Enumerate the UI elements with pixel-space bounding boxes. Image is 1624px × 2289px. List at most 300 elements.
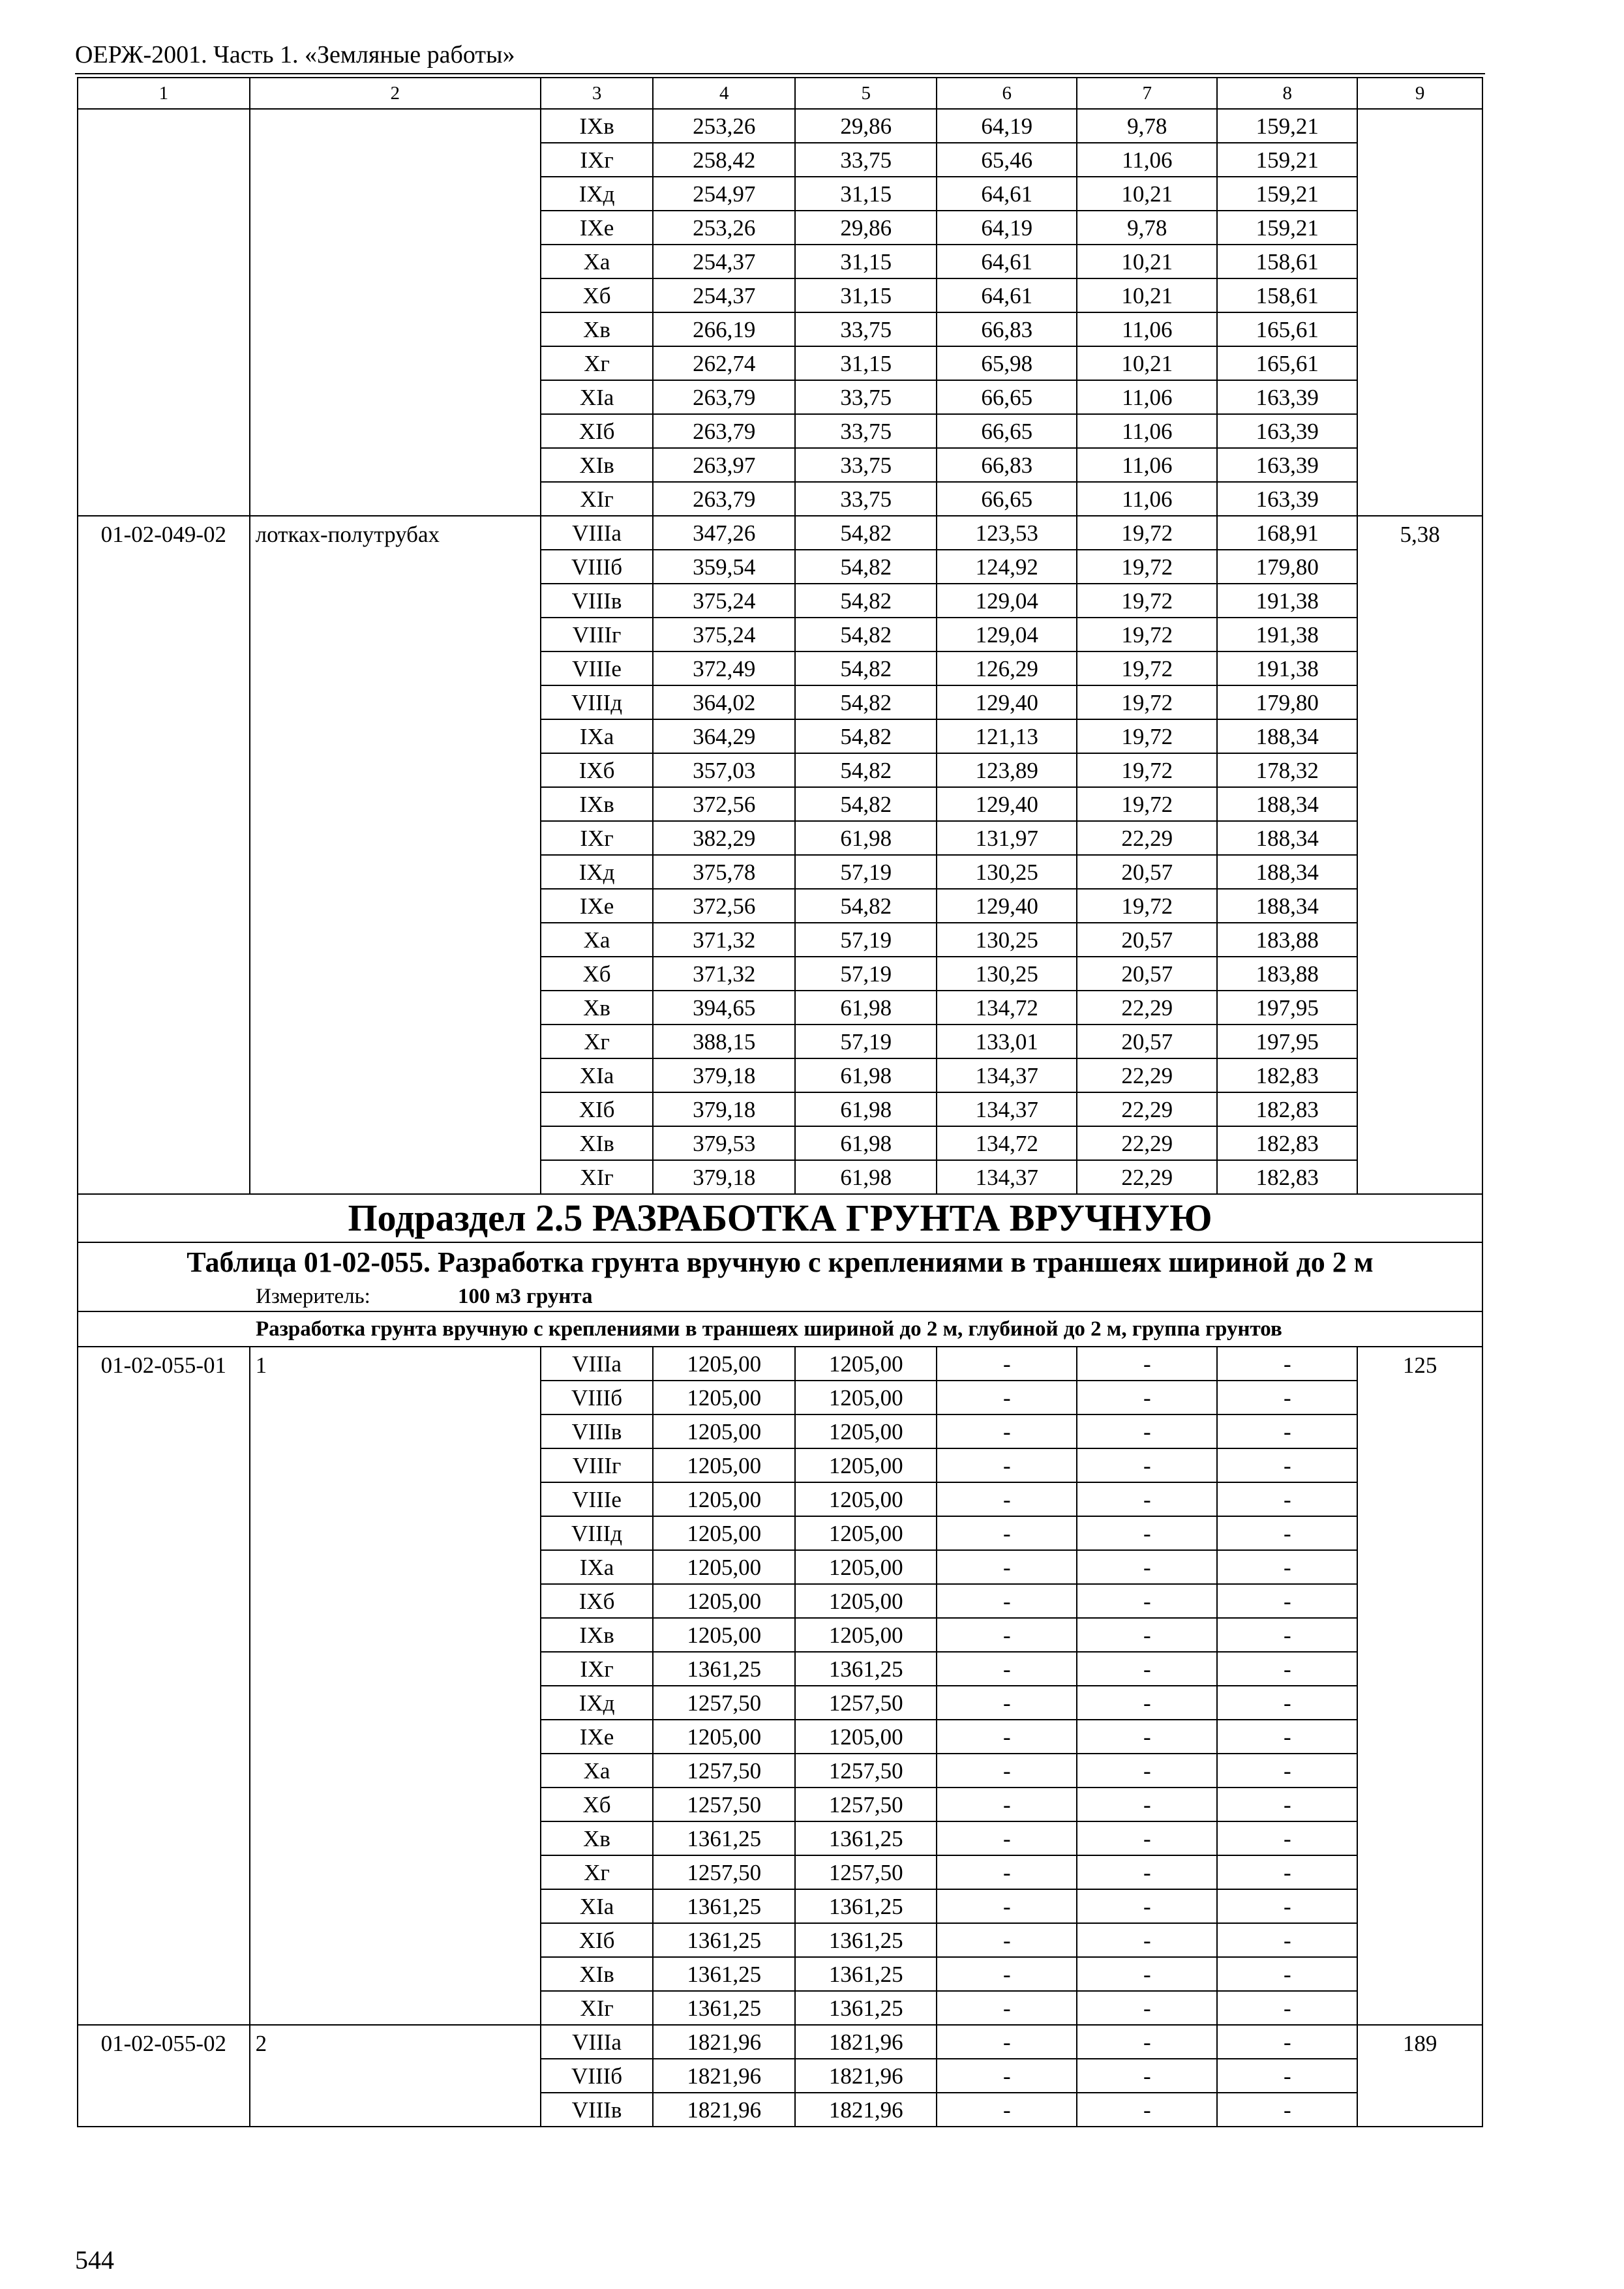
value-cell: 263,97	[653, 448, 795, 482]
value-cell: 1821,96	[795, 2059, 937, 2093]
value-cell: 19,72	[1077, 719, 1217, 753]
value-cell: 1205,00	[653, 1448, 795, 1482]
value-cell: 372,56	[653, 787, 795, 821]
value-cell: 54,82	[795, 753, 937, 787]
value-cell: 183,88	[1217, 957, 1357, 991]
value-cell: 134,37	[937, 1058, 1077, 1092]
value-cell: 134,37	[937, 1092, 1077, 1126]
zone-cell: XIб	[541, 1092, 653, 1126]
rate-code	[78, 109, 250, 516]
value-cell: 266,19	[653, 312, 795, 346]
value-cell: 20,57	[1077, 1025, 1217, 1058]
value-cell: 65,46	[937, 143, 1077, 177]
zone-cell: IXд	[541, 177, 653, 211]
value-cell: -	[937, 1889, 1077, 1923]
table-row	[78, 2025, 1482, 2059]
value-cell: -	[1217, 1550, 1357, 1584]
zone-cell: Xа	[541, 1754, 653, 1788]
value-cell: -	[937, 1584, 1077, 1618]
value-cell: 64,61	[937, 177, 1077, 211]
value-cell: -	[1077, 2059, 1217, 2093]
value-cell: 19,72	[1077, 787, 1217, 821]
value-cell: 133,01	[937, 1025, 1077, 1058]
value-cell: -	[1217, 1347, 1357, 1381]
header-rule	[75, 73, 1485, 74]
value-cell: 382,29	[653, 821, 795, 855]
value-cell: 126,29	[937, 651, 1077, 685]
value-cell: 1361,25	[795, 1923, 937, 1957]
zone-cell: VIIIг	[541, 1448, 653, 1482]
value-cell: 163,39	[1217, 482, 1357, 516]
value-cell: 57,19	[795, 923, 937, 957]
value-cell: 1361,25	[795, 1889, 937, 1923]
value-cell: 22,29	[1077, 1092, 1217, 1126]
value-cell: 197,95	[1217, 1025, 1357, 1058]
value-cell: 57,19	[795, 1025, 937, 1058]
value-cell: 371,32	[653, 957, 795, 991]
zone-cell: IXг	[541, 143, 653, 177]
value-cell: 364,02	[653, 685, 795, 719]
value-cell: 1205,00	[653, 1414, 795, 1448]
value-cell: 19,72	[1077, 753, 1217, 787]
value-cell: 1205,00	[795, 1584, 937, 1618]
value-cell: -	[1077, 1923, 1217, 1957]
zone-cell: VIIIа	[541, 1347, 653, 1381]
measure-value: 100 м3 грунта	[458, 1284, 593, 1308]
value-cell: -	[1077, 1821, 1217, 1855]
rate-code: 01-02-055-02	[78, 2025, 250, 2127]
zone-cell: XIв	[541, 1957, 653, 1991]
value-cell: 129,04	[937, 618, 1077, 651]
value-cell: 375,78	[653, 855, 795, 889]
value-cell: 1361,25	[795, 1957, 937, 1991]
zone-cell: VIIIа	[541, 516, 653, 550]
value-cell: 22,29	[1077, 991, 1217, 1025]
value-cell: -	[1077, 1889, 1217, 1923]
value-cell: 1205,00	[653, 1516, 795, 1550]
value-cell: -	[1217, 1855, 1357, 1889]
value-cell: 1821,96	[795, 2093, 937, 2127]
value-cell: 9,78	[1077, 211, 1217, 245]
value-cell: -	[1077, 1686, 1217, 1720]
value-cell: 33,75	[795, 414, 937, 448]
value-cell: 1821,96	[795, 2025, 937, 2059]
zone-cell: Xа	[541, 923, 653, 957]
value-cell: -	[1077, 1991, 1217, 2025]
value-cell: 19,72	[1077, 618, 1217, 651]
value-cell: 1257,50	[653, 1754, 795, 1788]
value-cell: 20,57	[1077, 957, 1217, 991]
value-cell: 165,61	[1217, 346, 1357, 380]
labor-norm: 189	[1357, 2025, 1482, 2127]
value-cell: 379,18	[653, 1092, 795, 1126]
rate-code: 01-02-055-01	[78, 1347, 250, 2025]
value-cell: 182,83	[1217, 1092, 1357, 1126]
value-cell: 29,86	[795, 109, 937, 143]
value-cell: 188,34	[1217, 787, 1357, 821]
rate-code: 01-02-049-02	[78, 516, 250, 1194]
value-cell: 182,83	[1217, 1126, 1357, 1160]
value-cell: -	[937, 2059, 1077, 2093]
value-cell: 1821,96	[653, 2093, 795, 2127]
value-cell: 1257,50	[795, 1855, 937, 1889]
value-cell: -	[937, 1347, 1077, 1381]
value-cell: 1205,00	[795, 1448, 937, 1482]
value-cell: 61,98	[795, 1160, 937, 1194]
labor-norm: 125	[1357, 1347, 1482, 2025]
value-cell: 1257,50	[653, 1686, 795, 1720]
value-cell: 1205,00	[795, 1720, 937, 1754]
value-cell: 54,82	[795, 550, 937, 584]
zone-cell: Xб	[541, 1788, 653, 1821]
value-cell: 19,72	[1077, 550, 1217, 584]
zone-cell: IXа	[541, 719, 653, 753]
zone-cell: Xв	[541, 1821, 653, 1855]
value-cell: 158,61	[1217, 278, 1357, 312]
value-cell: -	[937, 1448, 1077, 1482]
value-cell: 31,15	[795, 177, 937, 211]
value-cell: 1361,25	[653, 1652, 795, 1686]
value-cell: -	[1217, 1482, 1357, 1516]
value-cell: 130,25	[937, 923, 1077, 957]
value-cell: 33,75	[795, 482, 937, 516]
value-cell: -	[1217, 1991, 1357, 2025]
measure-label: Измеритель:	[256, 1284, 370, 1308]
value-cell: -	[1217, 2059, 1357, 2093]
value-cell: -	[1077, 1584, 1217, 1618]
zone-cell: XIб	[541, 414, 653, 448]
value-cell: 134,72	[937, 1126, 1077, 1160]
value-cell: 61,98	[795, 1092, 937, 1126]
value-cell: -	[937, 1957, 1077, 1991]
value-cell: 1205,00	[795, 1550, 937, 1584]
zone-cell: Xв	[541, 991, 653, 1025]
value-cell: 10,21	[1077, 245, 1217, 278]
value-cell: 11,06	[1077, 414, 1217, 448]
value-cell: 159,21	[1217, 211, 1357, 245]
value-cell: -	[1217, 1923, 1357, 1957]
zone-cell: XIг	[541, 1991, 653, 2025]
zone-cell: IXб	[541, 1584, 653, 1618]
value-cell: 253,26	[653, 211, 795, 245]
value-cell: 188,34	[1217, 889, 1357, 923]
value-cell: 371,32	[653, 923, 795, 957]
labor-norm	[1357, 109, 1482, 516]
value-cell: -	[937, 1855, 1077, 1889]
value-cell: -	[937, 1414, 1077, 1448]
value-cell: 10,21	[1077, 278, 1217, 312]
value-cell: -	[937, 2093, 1077, 2127]
value-cell: 262,74	[653, 346, 795, 380]
value-cell: -	[1217, 1448, 1357, 1482]
value-cell: 129,40	[937, 787, 1077, 821]
value-cell: 254,37	[653, 278, 795, 312]
rate-name	[250, 109, 541, 516]
labor-norm: 5,38	[1357, 516, 1482, 1194]
value-cell: 64,19	[937, 211, 1077, 245]
value-cell: 66,65	[937, 414, 1077, 448]
value-cell: 375,24	[653, 584, 795, 618]
value-cell: 1257,50	[795, 1686, 937, 1720]
value-cell: -	[1217, 1957, 1357, 1991]
zone-cell: XIв	[541, 448, 653, 482]
value-cell: 19,72	[1077, 651, 1217, 685]
value-cell: 1361,25	[653, 1991, 795, 2025]
value-cell: -	[937, 1991, 1077, 2025]
value-cell: 1205,00	[795, 1414, 937, 1448]
value-cell: 57,19	[795, 855, 937, 889]
value-cell: -	[1077, 1855, 1217, 1889]
zone-cell: Xг	[541, 346, 653, 380]
value-cell: -	[1077, 2093, 1217, 2127]
value-cell: 163,39	[1217, 414, 1357, 448]
value-cell: 1205,00	[795, 1347, 937, 1381]
value-cell: 379,18	[653, 1160, 795, 1194]
value-cell: 163,39	[1217, 380, 1357, 414]
column-number: 9	[1357, 78, 1482, 109]
zone-cell: Xг	[541, 1855, 653, 1889]
value-cell: -	[1217, 1584, 1357, 1618]
zone-cell: IXд	[541, 1686, 653, 1720]
zone-cell: VIIIг	[541, 618, 653, 651]
value-cell: 61,98	[795, 1126, 937, 1160]
value-cell: 22,29	[1077, 1058, 1217, 1092]
value-cell: 379,53	[653, 1126, 795, 1160]
value-cell: 1361,25	[795, 1821, 937, 1855]
value-cell: 20,57	[1077, 855, 1217, 889]
value-cell: 22,29	[1077, 1126, 1217, 1160]
value-cell: -	[1217, 2093, 1357, 2127]
value-cell: 57,19	[795, 957, 937, 991]
value-cell: 22,29	[1077, 1160, 1217, 1194]
value-cell: -	[937, 1550, 1077, 1584]
zone-cell: VIIIв	[541, 1414, 653, 1448]
value-cell: 188,34	[1217, 719, 1357, 753]
zone-cell: VIIIв	[541, 2093, 653, 2127]
rate-name: 1	[250, 1347, 541, 2025]
value-cell: 372,56	[653, 889, 795, 923]
value-cell: -	[1077, 1516, 1217, 1550]
value-cell: 379,18	[653, 1058, 795, 1092]
zone-cell: IXг	[541, 1652, 653, 1686]
zone-cell: Xб	[541, 278, 653, 312]
zone-cell: XIа	[541, 380, 653, 414]
value-cell: 1205,00	[795, 1618, 937, 1652]
value-cell: 1361,25	[795, 1991, 937, 2025]
value-cell: 11,06	[1077, 448, 1217, 482]
value-cell: 29,86	[795, 211, 937, 245]
value-cell: 9,78	[1077, 109, 1217, 143]
value-cell: 64,61	[937, 278, 1077, 312]
value-cell: 1361,25	[795, 1652, 937, 1686]
column-number: 5	[795, 78, 937, 109]
column-number: 6	[937, 78, 1077, 109]
value-cell: 130,25	[937, 957, 1077, 991]
value-cell: 1361,25	[653, 1923, 795, 1957]
value-cell: 11,06	[1077, 143, 1217, 177]
value-cell: -	[1217, 1414, 1357, 1448]
value-cell: 131,97	[937, 821, 1077, 855]
value-cell: 347,26	[653, 516, 795, 550]
value-cell: 129,40	[937, 685, 1077, 719]
value-cell: 54,82	[795, 584, 937, 618]
value-cell: 188,34	[1217, 855, 1357, 889]
zone-cell: IXв	[541, 109, 653, 143]
value-cell: 19,72	[1077, 516, 1217, 550]
table-row	[78, 1347, 1482, 1381]
value-cell: 191,38	[1217, 651, 1357, 685]
table-row	[78, 109, 1482, 143]
page-number: 544	[75, 2245, 114, 2275]
table-title: Таблица 01-02-055. Разработка грунта вручную с креплениями в траншеях шириной до 2 м	[78, 1242, 1482, 1282]
value-cell: 1205,00	[653, 1482, 795, 1516]
section-title: Подраздел 2.5 РАЗРАБОТКА ГРУНТА ВРУЧНУЮ	[78, 1194, 1482, 1242]
value-cell: 165,61	[1217, 312, 1357, 346]
value-cell: -	[1217, 1516, 1357, 1550]
zone-cell: VIIIб	[541, 1381, 653, 1414]
value-cell: 11,06	[1077, 312, 1217, 346]
column-number: 1	[78, 78, 250, 109]
value-cell: 1205,00	[795, 1516, 937, 1550]
value-cell: -	[1217, 1720, 1357, 1754]
value-cell: 188,34	[1217, 821, 1357, 855]
value-cell: -	[1217, 1754, 1357, 1788]
value-cell: 64,61	[937, 245, 1077, 278]
value-cell: 130,25	[937, 855, 1077, 889]
value-cell: 183,88	[1217, 923, 1357, 957]
value-cell: -	[937, 1821, 1077, 1855]
value-cell: -	[1217, 1686, 1357, 1720]
value-cell: 178,32	[1217, 753, 1357, 787]
value-cell: 1205,00	[795, 1482, 937, 1516]
value-cell: -	[1217, 1381, 1357, 1414]
value-cell: -	[1077, 1618, 1217, 1652]
value-cell: 179,80	[1217, 685, 1357, 719]
zone-cell: IXг	[541, 821, 653, 855]
zone-cell: Xг	[541, 1025, 653, 1058]
value-cell: 134,72	[937, 991, 1077, 1025]
value-cell: 182,83	[1217, 1160, 1357, 1194]
value-cell: 61,98	[795, 991, 937, 1025]
zone-cell: XIа	[541, 1889, 653, 1923]
zone-cell: VIIIв	[541, 584, 653, 618]
value-cell: 359,54	[653, 550, 795, 584]
value-cell: 1205,00	[653, 1584, 795, 1618]
value-cell: 1821,96	[653, 2059, 795, 2093]
value-cell: 61,98	[795, 821, 937, 855]
measure-row	[78, 1282, 1482, 1311]
value-cell: 159,21	[1217, 143, 1357, 177]
value-cell: 54,82	[795, 516, 937, 550]
value-cell: 388,15	[653, 1025, 795, 1058]
value-cell: 179,80	[1217, 550, 1357, 584]
value-cell: 123,89	[937, 753, 1077, 787]
column-number: 2	[250, 78, 541, 109]
value-cell: -	[1217, 1618, 1357, 1652]
value-cell: -	[937, 1788, 1077, 1821]
value-cell: 1257,50	[653, 1788, 795, 1821]
value-cell: 123,53	[937, 516, 1077, 550]
value-cell: 253,26	[653, 109, 795, 143]
value-cell: 33,75	[795, 448, 937, 482]
value-cell: 33,75	[795, 380, 937, 414]
value-cell: 254,37	[653, 245, 795, 278]
value-cell: 121,13	[937, 719, 1077, 753]
value-cell: -	[937, 1516, 1077, 1550]
value-cell: -	[937, 1923, 1077, 1957]
value-cell: 168,91	[1217, 516, 1357, 550]
value-cell: 372,49	[653, 651, 795, 685]
table-row	[78, 516, 1482, 550]
value-cell: 54,82	[795, 787, 937, 821]
value-cell: 22,29	[1077, 821, 1217, 855]
rates-table	[77, 77, 1483, 2127]
value-cell: 1361,25	[653, 1957, 795, 1991]
rate-name: лотках-полутрубах	[250, 516, 541, 1194]
value-cell: 1361,25	[653, 1821, 795, 1855]
running-head: ОЕРЖ-2001. Часть 1. «Земляные работы»	[75, 41, 515, 68]
zone-cell: IXе	[541, 889, 653, 923]
value-cell: -	[1077, 1720, 1217, 1754]
value-cell: 31,15	[795, 278, 937, 312]
section-block	[78, 1194, 1482, 1347]
value-cell: 134,37	[937, 1160, 1077, 1194]
table-subtitle: Разработка грунта вручную с креплениями в траншеях шириной до 2 м, глубиной до 2 м, группа грунтов	[78, 1311, 1482, 1347]
value-cell: 1257,50	[795, 1754, 937, 1788]
column-number: 8	[1217, 78, 1357, 109]
value-cell: -	[1077, 1347, 1217, 1381]
value-cell: -	[1077, 1788, 1217, 1821]
table-body-bottom	[78, 1347, 1482, 2127]
value-cell: 61,98	[795, 1058, 937, 1092]
zone-cell: IXв	[541, 787, 653, 821]
value-cell: 54,82	[795, 651, 937, 685]
zone-cell: IXд	[541, 855, 653, 889]
value-cell: 66,65	[937, 380, 1077, 414]
value-cell: 19,72	[1077, 889, 1217, 923]
zone-cell: Xа	[541, 245, 653, 278]
value-cell: 1361,25	[653, 1889, 795, 1923]
value-cell: 1205,00	[653, 1381, 795, 1414]
value-cell: -	[1077, 1550, 1217, 1584]
value-cell: 263,79	[653, 414, 795, 448]
value-cell: 1205,00	[653, 1347, 795, 1381]
value-cell: 159,21	[1217, 109, 1357, 143]
value-cell: 1205,00	[653, 1720, 795, 1754]
value-cell: 33,75	[795, 143, 937, 177]
zone-cell: VIIIд	[541, 685, 653, 719]
value-cell: 197,95	[1217, 991, 1357, 1025]
value-cell: 1257,50	[795, 1788, 937, 1821]
value-cell: 364,29	[653, 719, 795, 753]
column-number: 4	[653, 78, 795, 109]
value-cell: 54,82	[795, 618, 937, 651]
zone-cell: XIг	[541, 482, 653, 516]
value-cell: -	[1217, 1821, 1357, 1855]
value-cell: -	[1217, 1788, 1357, 1821]
value-cell: -	[1217, 2025, 1357, 2059]
value-cell: 159,21	[1217, 177, 1357, 211]
zone-cell: VIIIе	[541, 1482, 653, 1516]
zone-cell: XIа	[541, 1058, 653, 1092]
zone-cell: XIв	[541, 1126, 653, 1160]
value-cell: 1205,00	[653, 1550, 795, 1584]
value-cell: 129,40	[937, 889, 1077, 923]
value-cell: 33,75	[795, 312, 937, 346]
value-cell: -	[1077, 1957, 1217, 1991]
value-cell: 1205,00	[653, 1618, 795, 1652]
zone-cell: IXв	[541, 1618, 653, 1652]
